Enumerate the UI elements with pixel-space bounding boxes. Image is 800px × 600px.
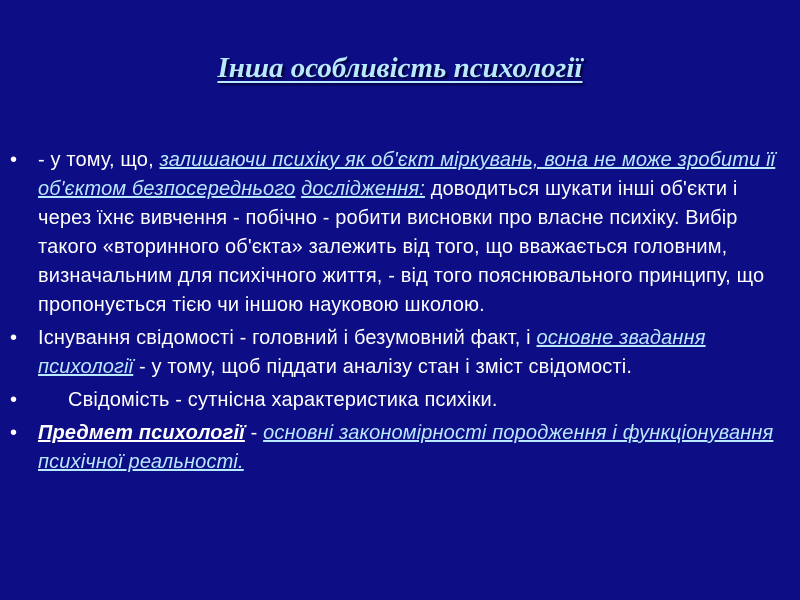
bullet-text: - <box>244 422 264 444</box>
emphasis-link[interactable]: основне звадання психології <box>38 327 706 378</box>
bullet-dot-icon: • <box>10 389 18 411</box>
bullet-text: доводиться шукати інші об'єкти і через їхнє вивчення - побічно - робити висновки про власне психіку. Вибір такого «вторинного об'єкта» залежить від того, що вважається головним, визначальним для психічного життя, - від того пояснювального принципу, що пропонується тією чи іншою науковою школою. <box>38 178 765 316</box>
slide-title: Інша особливість психології <box>217 52 583 84</box>
bullet-text: - у тому, щоб піддати аналізу стан і зміст свідомості. <box>133 356 633 378</box>
bullet-item <box>10 419 792 477</box>
subject-link[interactable]: Предмет психології <box>38 422 245 444</box>
bullet-text: - у тому, що, <box>38 149 160 171</box>
bullet-text: Свідомість - сутнісна характеристика психіки. <box>68 389 498 411</box>
emphasis-link[interactable]: дослідження: <box>301 178 425 200</box>
bullet-dot-icon: • <box>10 327 18 349</box>
bullet-item <box>10 386 792 415</box>
bullet-list <box>10 146 792 481</box>
bullet-item <box>10 324 792 382</box>
bullet-dot-icon: • <box>10 422 18 444</box>
bullet-text: Існування свідомості - головний і безумовний факт, і <box>38 327 537 349</box>
emphasis-link[interactable]: залишаючи психіку як об'єкт міркувань, вона не може зробити її об'єктом безпосереднього <box>38 149 776 200</box>
bullet-dot-icon: • <box>10 149 18 171</box>
bullet-item <box>10 146 792 320</box>
emphasis-link[interactable]: основні закономірності породження і функціонування психічної реальності. <box>38 422 774 473</box>
